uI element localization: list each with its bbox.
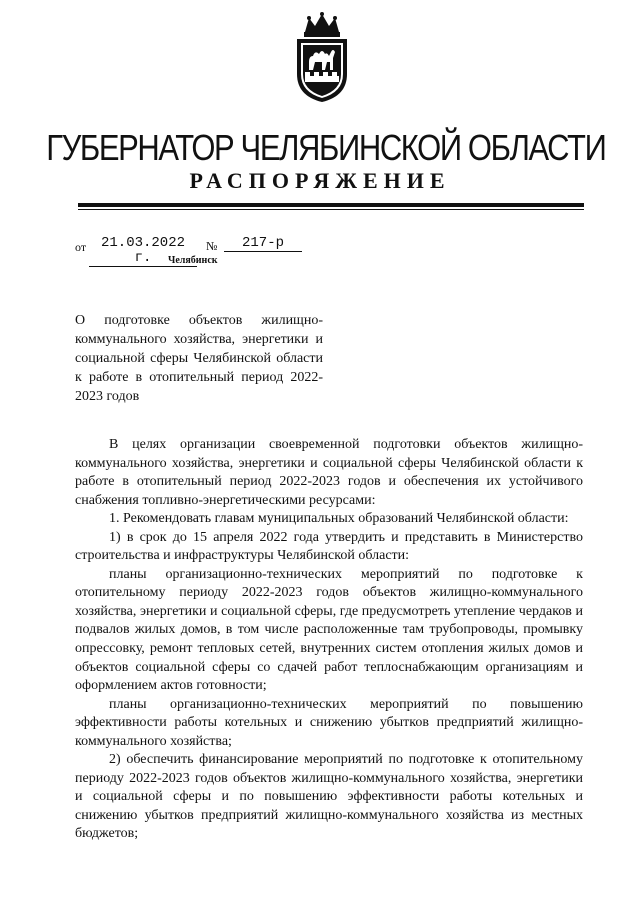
document-date: 21.03.2022 г. — [89, 236, 197, 267]
body-paragraph: планы организационно-технических мероприятий по повышению эффективности работы котельных и снижению убытков предприятий жилищно-коммунального хозяйства; — [75, 696, 583, 749]
header-divider-thick — [78, 203, 584, 207]
document-number: 217-р — [224, 236, 302, 252]
body-paragraph: 1) в срок до 15 апреля 2022 года утвердить и представить в Министерство строительства и инфраструктуры Челябинской области: — [75, 529, 583, 564]
header-divider-thin — [78, 209, 584, 210]
body-paragraph: 1. Рекомендовать главам муниципальных образований Челябинской области: — [109, 511, 569, 527]
document-body — [75, 436, 583, 844]
coat-of-arms-icon — [291, 12, 353, 104]
document-subject: О подготовке объектов жилищно-коммунального хозяйства, энергетики и социальной сферы Челябинской области к работе в отопительный период 2022-2023 годов — [75, 313, 323, 404]
issue-city: Челябинск — [168, 255, 218, 266]
document-type-title: РАСПОРЯЖЕНИЕ — [189, 168, 451, 193]
date-prefix-label: от — [75, 240, 87, 254]
issuing-authority-title: ГУБЕРНАТОР ЧЕЛЯБИНСКОЙ ОБЛАСТИ — [46, 127, 606, 168]
body-paragraph: планы организационно-технических мероприятий по подготовке к отопительному периоду 2022-2023 годов объектов жилищно-коммунального хозяйства, энергетики и социальной сферы, где предусмотреть утепление чердаков и подвалов жилых домов, в том числе расположенные там трубопроводы, промывку опрессовку, ремонт тепловых сетей, внутренних систем отопления жилых домов и объектов социальной сферы со сдачей работ теплоснабжающим организациям и оформлением актов готовности; — [75, 566, 583, 694]
number-sign-label: № — [206, 239, 218, 253]
body-paragraph: 2) обеспечить финансирование мероприятий по подготовке к отопительному периоду 2022-2023 годов объектов жилищно-коммунального хозяйства, энергетики и социальной сферы и по повышению эффективности работы котельных и снижению убытков предприятий жилищно-коммунального хозяйства из местных бюджетов; — [75, 752, 583, 842]
body-paragraph: В целях организации своевременной подготовки объектов жилищно-коммунального хозяйства, энергетики и социальной сферы Челябинской области к работе в отопительный период 2022-2023 годов и обеспечения их устойчивого снабжения топливно-энергетическими ресурсами: — [75, 437, 583, 508]
